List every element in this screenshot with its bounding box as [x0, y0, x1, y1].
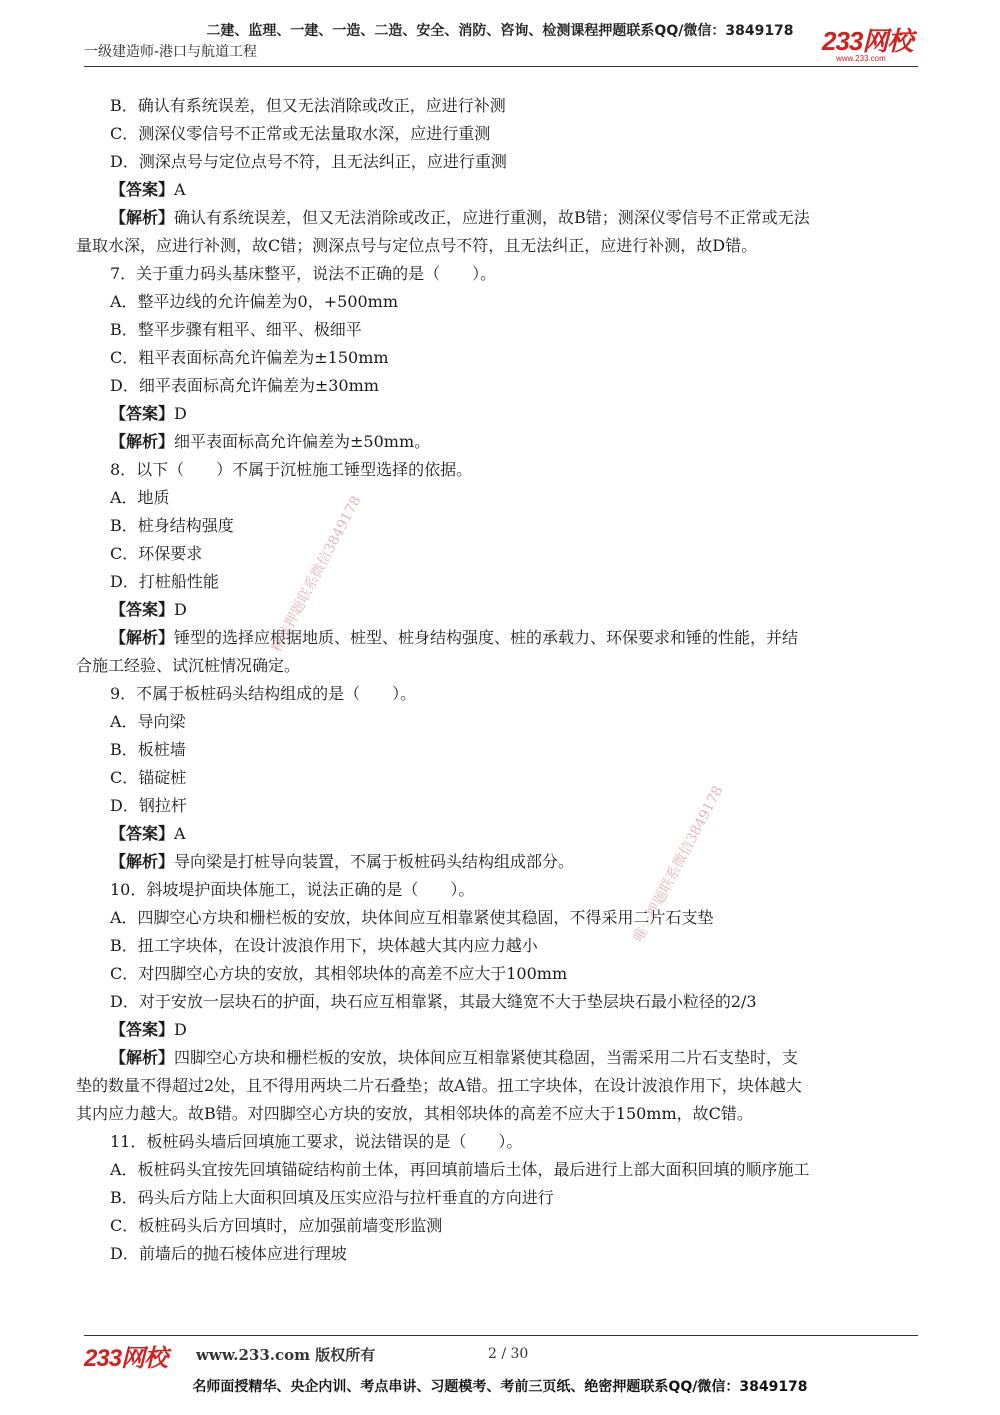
- text-line: [110, 1044, 798, 1072]
- line-tag: 【解析】: [110, 852, 175, 871]
- text-line: C．板桩码头后方回填时，应加强前墙变形监测: [110, 1216, 443, 1235]
- bottom-banner: 名师面授精华、央企内训、考点串讲、习题模考、考前三页纸、绝密押题联系QQ/微信：3849178: [192, 1379, 808, 1395]
- text-line: B．桩身结构强度: [110, 516, 234, 535]
- text-line: [110, 624, 798, 652]
- text-line: D．钢拉杆: [110, 796, 187, 815]
- header-logo: [822, 28, 918, 64]
- line-tag: 【答案】: [110, 180, 175, 199]
- text-line: [110, 428, 430, 456]
- text-line: B．板桩墙: [110, 740, 186, 759]
- text-line: D．打桩船性能: [110, 572, 219, 591]
- text-line: 合施工经验、试沉桩情况确定。: [76, 656, 301, 675]
- text-line: B．确认有系统误差，但又无法消除或改正，应进行补测: [110, 96, 506, 115]
- footer-logo: 233网校: [84, 1345, 168, 1372]
- text-line: D．测深点号与定位点号不符，且无法纠正，应进行重测: [110, 152, 507, 171]
- text-line: 11．板桩码头墙后回填施工要求，说法错误的是（ ）。: [110, 1132, 523, 1151]
- text-line: [110, 596, 187, 624]
- text-line: [110, 1016, 187, 1044]
- line-tag: 【解析】: [110, 628, 175, 647]
- line-tag: 【解析】: [110, 432, 175, 451]
- line-text: D: [174, 404, 187, 423]
- line-tag: 【答案】: [110, 824, 175, 843]
- line-tag: 【答案】: [110, 1020, 175, 1039]
- line-text: 导向梁是打桩导向装置，不属于板桩码头结构组成部分。: [174, 852, 575, 871]
- footer-copyright: www.233.com 版权所有: [196, 1346, 376, 1364]
- text-line: B．整平步骤有粗平、细平、极细平: [110, 320, 362, 339]
- text-line: 9．不属于板桩码头结构组成的是（ ）。: [110, 684, 417, 703]
- text-line: A．板桩码头宜按先回填锚碇结构前土体，再回填前墙后土体，最后进行上部大面积回填的顺序施工: [110, 1160, 810, 1179]
- text-line: [110, 820, 186, 848]
- line-text: 细平表面标高允许偏差为±50mm。: [174, 432, 431, 451]
- line-text: D: [174, 600, 187, 619]
- text-line: B．扭工字块体，在设计波浪作用下，块体越大其内应力越小: [110, 936, 538, 955]
- text-line: A．地质: [110, 488, 170, 507]
- text-line: C．粗平表面标高允许偏差为±150mm: [110, 348, 389, 367]
- text-line: C．锚碇桩: [110, 768, 187, 787]
- footer-rule: [84, 1335, 918, 1336]
- text-line: 7．关于重力码头基床整平，说法不正确的是（ ）。: [110, 264, 497, 283]
- text-line: 垫的数量不得超过2处，且不得用两块二片石叠垫；故A错。扭工字块体，在设计波浪作用下，块体越大: [76, 1076, 802, 1095]
- text-line: 量取水深，应进行补测，故C错；测深点号与定位点号不符，且无法纠正，应进行补测，故D错。: [76, 236, 758, 255]
- text-line: [110, 848, 574, 876]
- line-text: 四脚空心方块和栅栏板的安放，块体间应互相靠紧使其稳固，当需采用二片石支垫时，支: [174, 1048, 799, 1067]
- watermark-2: 唯一押题联系微信3849178: [630, 783, 727, 945]
- text-line: C．环保要求: [110, 544, 203, 563]
- text-line: [110, 204, 810, 232]
- line-text: A: [174, 824, 186, 843]
- page-number: 2 / 30: [488, 1346, 529, 1362]
- text-line: 8．以下（ ）不属于沉桩施工锤型选择的依据。: [110, 460, 473, 479]
- line-text: D: [174, 1020, 187, 1039]
- course-title: 一级建造师-港口与航道工程: [84, 44, 258, 60]
- text-line: 其内应力越大。故B错。对四脚空心方块的安放，其相邻块体的高差不应大于150mm，故C错。: [76, 1104, 753, 1123]
- text-line: A．整平边线的允许偏差为0，+500mm: [110, 292, 399, 311]
- line-text: A: [174, 180, 186, 199]
- watermark-1: 精准押题联系微信3849178: [268, 493, 365, 655]
- text-line: A．四脚空心方块和栅栏板的安放，块体间应互相靠紧使其稳固，不得采用二片石支垫: [110, 908, 714, 927]
- logo-url: www.233.com: [836, 54, 886, 63]
- text-line: [110, 176, 186, 204]
- text-line: [110, 400, 187, 428]
- text-line: C．对四脚空心方块的安放，其相邻块体的高差不应大于100mm: [110, 964, 568, 983]
- text-line: A．导向梁: [110, 712, 186, 731]
- text-line: C．测深仪零信号不正常或无法量取水深，应进行重测: [110, 124, 491, 143]
- top-banner: 二建、监理、一建、一造、二造、安全、消防、咨询、检测课程押题联系QQ/微信：3849178: [206, 23, 794, 39]
- line-tag: 【答案】: [110, 404, 175, 423]
- line-tag: 【解析】: [110, 208, 175, 227]
- logo-text: 233网校: [822, 26, 913, 56]
- text-line: B．码头后方陆上大面积回填及压实应沿与拉杆垂直的方向进行: [110, 1188, 554, 1207]
- line-tag: 【答案】: [110, 600, 175, 619]
- line-text: 确认有系统误差，但又无法消除或改正，应进行重测，故B错；测深仪零信号不正常或无法: [174, 208, 810, 227]
- line-tag: 【解析】: [110, 1048, 175, 1067]
- text-line: D．对于安放一层块石的护面，块石应互相靠紧，其最大缝宽不大于垫层块石最小粒径的2/3: [110, 992, 757, 1011]
- text-line: 10．斜坡堤护面块体施工，说法正确的是（ ）。: [110, 880, 475, 899]
- text-line: D．前墙后的抛石棱体应进行理坡: [110, 1244, 347, 1263]
- line-text: 锤型的选择应根据地质、桩型、桩身结构强度、桩的承载力、环保要求和锤的性能，并结: [174, 628, 799, 647]
- text-line: D．细平表面标高允许偏差为±30mm: [110, 376, 379, 395]
- header-rule: [84, 66, 918, 67]
